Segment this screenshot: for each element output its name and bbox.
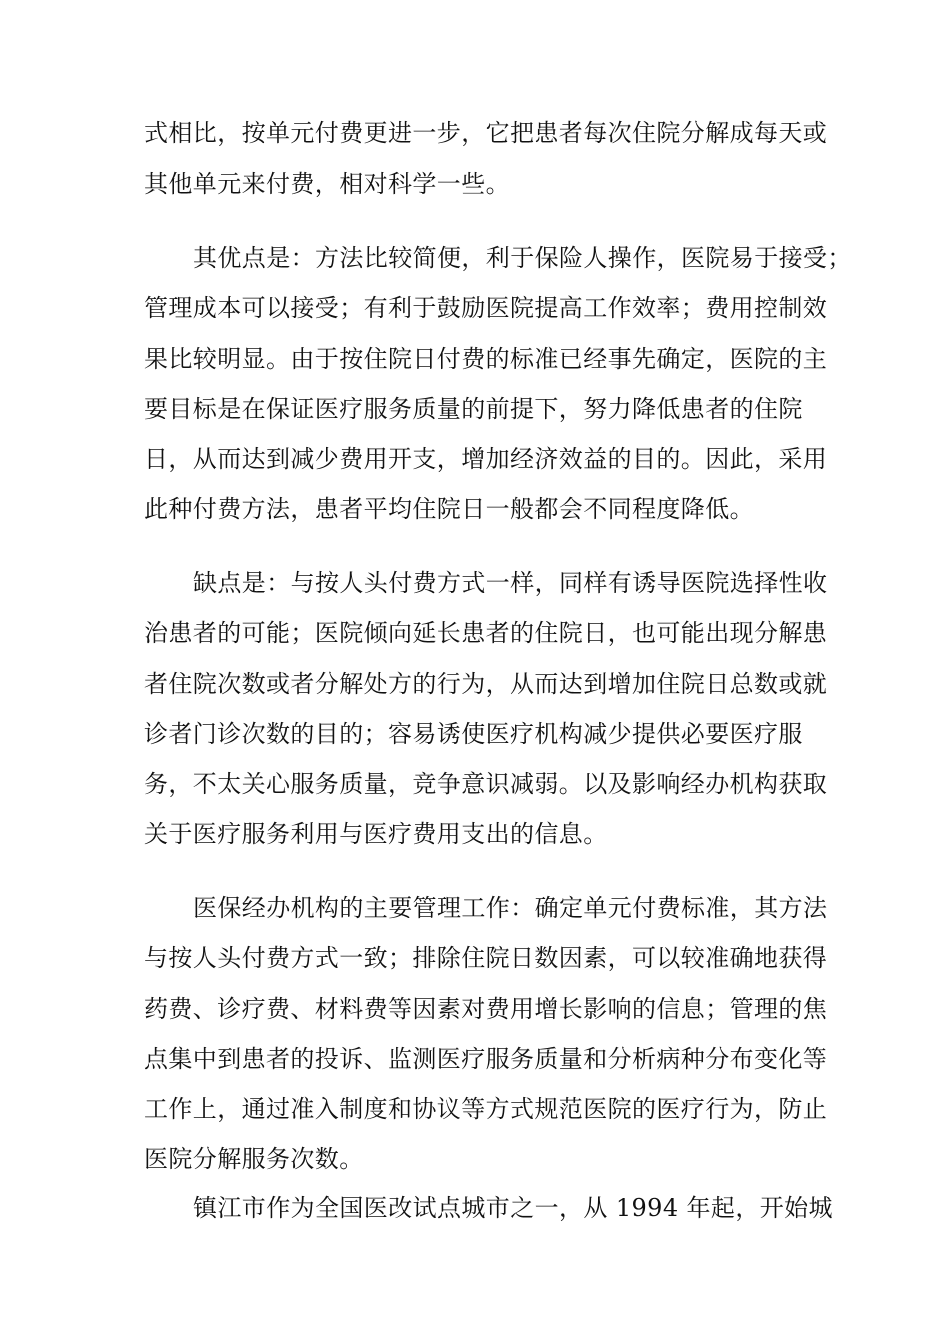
- text-line: 其他单元来付费，相对科学一些。: [144, 170, 510, 198]
- text-line: 药费、诊疗费、材料费等因素对费用增长影响的信息；管理的焦: [144, 995, 828, 1023]
- text-line: 此种付费方法，患者平均住院日一般都会不同程度降低。: [144, 495, 754, 523]
- text-line: 要目标是在保证医疗服务质量的前提下，努力降低患者的住院: [144, 395, 803, 423]
- text-line: 务，不太关心服务质量，竞争意识减弱。以及影响经办机构获取: [144, 770, 828, 798]
- text-line: 日，从而达到减少费用开支，增加经济效益的目的。因此，采用: [144, 445, 828, 473]
- text-line: 管理成本可以接受；有利于鼓励医院提高工作效率；费用控制效: [144, 294, 828, 322]
- text-line: 果比较明显。由于按住院日付费的标准已经事先确定，医院的主: [144, 345, 828, 373]
- text-line: 式相比，按单元付费更进一步，它把患者每次住院分解成每天或: [144, 119, 828, 147]
- text-line: 医院分解服务次数。: [144, 1145, 364, 1173]
- text-line: 诊者门诊次数的目的；容易诱使医疗机构减少提供必要医疗服: [144, 720, 803, 748]
- text-line: 者住院次数或者分解处方的行为，从而达到增加住院日总数或就: [144, 670, 828, 698]
- text-line: 工作上，通过准入制度和协议等方式规范医院的医疗行为，防止: [144, 1095, 828, 1123]
- text-line: 治患者的可能；医院倾向延长患者的住院日，也可能出现分解患: [144, 619, 828, 647]
- text-line: 缺点是：与按人头付费方式一样，同样有诱导医院选择性收: [193, 569, 828, 597]
- text-line: 与按人头付费方式一致；排除住院日数因素，可以较准确地获得: [144, 944, 828, 972]
- text-line: 关于医疗服务利用与医疗费用支出的信息。: [144, 820, 608, 848]
- text-line: 镇江市作为全国医改试点城市之一，从 1994 年起，开始城: [193, 1194, 833, 1222]
- text-line: 其优点是：方法比较简便，利于保险人操作，医院易于接受；: [193, 244, 852, 272]
- text-line: 点集中到患者的投诉、监测医疗服务质量和分析病种分布变化等: [144, 1045, 828, 1073]
- text-line: 医保经办机构的主要管理工作：确定单元付费标准，其方法: [193, 894, 828, 922]
